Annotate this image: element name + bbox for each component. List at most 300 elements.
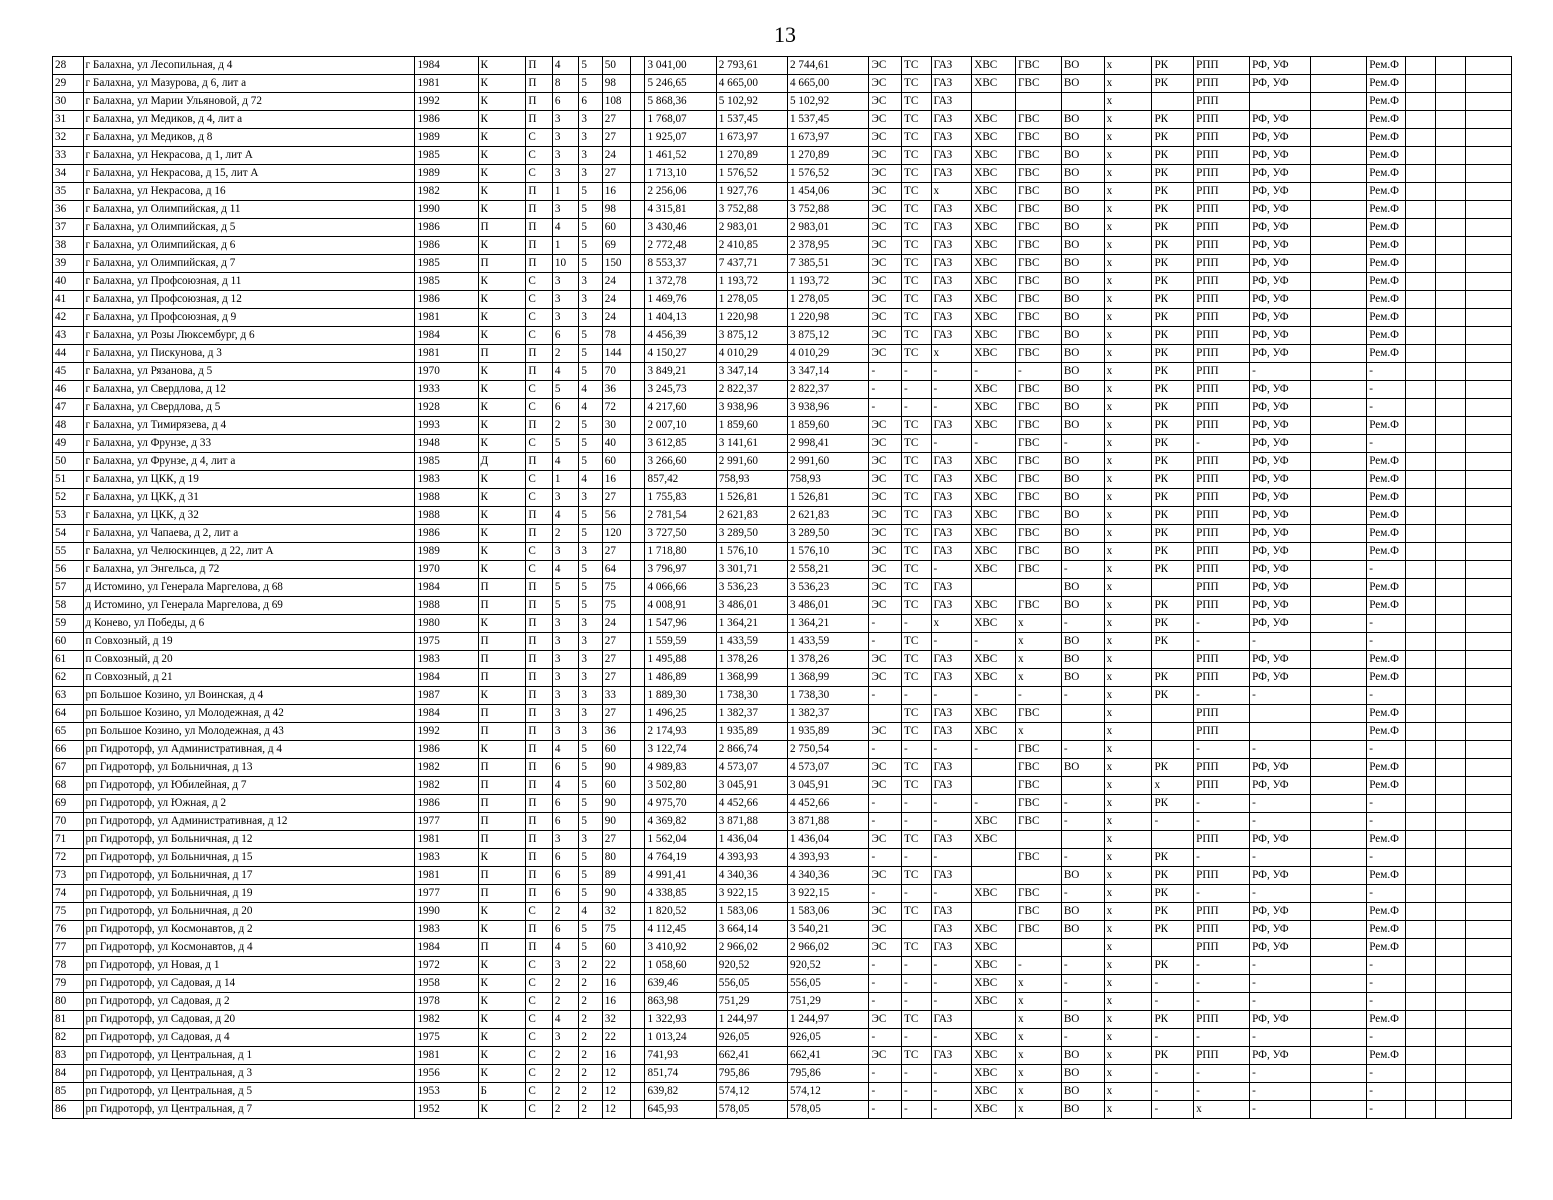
cell-utility-cold-water [972, 1011, 1016, 1029]
cell-blank-5 [1465, 381, 1511, 399]
cell-utility-cold-water: ХВС [972, 993, 1016, 1011]
cell-wall-material: К [478, 93, 526, 111]
cell-area-value: 1 583,06 [788, 903, 869, 921]
cell-mark-rem-f: Рем.Ф [1367, 237, 1406, 255]
cell-utility-heat: ТС [902, 1011, 932, 1029]
cell-blank [631, 705, 645, 723]
cell-mark-x: х [1104, 75, 1152, 93]
cell-row-number: 56 [53, 561, 84, 579]
cell-blank-4 [1436, 309, 1466, 327]
cell-category: П [526, 75, 552, 93]
cell-utility-hot-water [1016, 867, 1062, 885]
cell-blank-5 [1465, 291, 1511, 309]
cell-utility-hot-water: ГВС [1016, 273, 1062, 291]
cell-mark-rk: РК [1152, 1047, 1194, 1065]
table-row [53, 669, 1512, 687]
cell-wall-material: К [478, 1047, 526, 1065]
cell-area-value: 2 378,95 [788, 237, 869, 255]
cell-address: п Совхозный, д 19 [83, 633, 415, 651]
cell-blank-5 [1465, 489, 1511, 507]
cell-mark-rem-f: Рем.Ф [1367, 903, 1406, 921]
cell-mark-rk [1152, 723, 1194, 741]
cell-mark-rf-uf: РФ, УФ [1250, 597, 1311, 615]
table-row [53, 741, 1512, 759]
cell-utility-sewer: ВО [1061, 75, 1104, 93]
cell-year-built: 1989 [415, 165, 478, 183]
table-row [53, 507, 1512, 525]
cell-mark-x: х [1104, 255, 1152, 273]
cell-living-area: 1 738,30 [716, 687, 787, 705]
cell-utility-gas: - [931, 795, 972, 813]
cell-address: рп Гидроторф, ул Южная, д 2 [83, 795, 415, 813]
cell-address: г Балахна, ул Некрасова, д 1, лит А [83, 147, 415, 165]
cell-mark-rem-f: Рем.Ф [1367, 489, 1406, 507]
cell-utility-gas: ГАЗ [931, 111, 972, 129]
cell-apartments: 27 [602, 651, 631, 669]
cell-total-area: 1 322,93 [645, 1011, 716, 1029]
cell-blank-5 [1465, 507, 1511, 525]
cell-mark-rem-f: - [1367, 1101, 1406, 1119]
cell-utility-heat: - [902, 381, 932, 399]
cell-blank-5 [1465, 615, 1511, 633]
cell-entrances: 3 [552, 1029, 578, 1047]
cell-apartments: 16 [602, 471, 631, 489]
cell-utility-sewer: ВО [1061, 597, 1104, 615]
cell-address: д Истомино, ул Генерала Маргелова, д 69 [83, 597, 415, 615]
cell-utility-electric: ЭС [869, 867, 902, 885]
cell-total-area: 645,93 [645, 1101, 716, 1119]
cell-mark-rf-uf: - [1250, 813, 1311, 831]
table-row [53, 363, 1512, 381]
cell-blank-5 [1465, 543, 1511, 561]
cell-area-value: 1 673,97 [788, 129, 869, 147]
cell-utility-gas: ГАЗ [931, 903, 972, 921]
cell-category: С [526, 561, 552, 579]
cell-blank-5 [1465, 93, 1511, 111]
cell-utility-sewer: ВО [1061, 255, 1104, 273]
cell-blank-3 [1405, 543, 1436, 561]
cell-entrances: 4 [552, 741, 578, 759]
cell-floors: 3 [579, 633, 602, 651]
cell-blank [631, 723, 645, 741]
cell-mark-x: х [1104, 561, 1152, 579]
cell-utility-electric: - [869, 741, 902, 759]
cell-blank [631, 777, 645, 795]
cell-category: С [526, 993, 552, 1011]
cell-blank-3 [1405, 183, 1436, 201]
table-row [53, 651, 1512, 669]
cell-utility-cold-water: ХВС [972, 705, 1016, 723]
cell-blank-4 [1436, 615, 1466, 633]
cell-utility-hot-water: ГВС [1016, 111, 1062, 129]
cell-utility-electric: ЭС [869, 201, 902, 219]
cell-mark-rf-uf: РФ, УФ [1250, 921, 1311, 939]
cell-utility-hot-water: - [1016, 957, 1062, 975]
cell-mark-rf-uf: РФ, УФ [1250, 129, 1311, 147]
cell-floors: 3 [579, 489, 602, 507]
cell-floors: 5 [579, 849, 602, 867]
cell-blank [631, 309, 645, 327]
cell-blank-3 [1405, 381, 1436, 399]
cell-blank-4 [1436, 741, 1466, 759]
cell-mark-x: х [1104, 417, 1152, 435]
cell-utility-electric: - [869, 795, 902, 813]
cell-mark-rpp: - [1194, 633, 1250, 651]
cell-utility-heat: ТС [902, 309, 932, 327]
cell-year-built: 1992 [415, 723, 478, 741]
cell-mark-rpp: РПП [1194, 507, 1250, 525]
cell-blank-2 [1311, 453, 1367, 471]
cell-utility-gas: ГАЗ [931, 507, 972, 525]
cell-apartments: 12 [602, 1083, 631, 1101]
cell-mark-rf-uf: РФ, УФ [1250, 453, 1311, 471]
cell-year-built: 1993 [415, 417, 478, 435]
cell-utility-hot-water: х [1016, 651, 1062, 669]
cell-row-number: 73 [53, 867, 84, 885]
cell-blank-2 [1311, 1065, 1367, 1083]
cell-wall-material: К [478, 1029, 526, 1047]
cell-mark-rk: РК [1152, 363, 1194, 381]
cell-total-area: 3 122,74 [645, 741, 716, 759]
cell-blank-4 [1436, 75, 1466, 93]
cell-entrances: 3 [552, 723, 578, 741]
cell-living-area: 3 938,96 [716, 399, 787, 417]
cell-mark-rf-uf: РФ, УФ [1250, 147, 1311, 165]
cell-utility-heat: ТС [902, 93, 932, 111]
cell-blank-3 [1405, 489, 1436, 507]
cell-address: г Балахна, ул Олимпийская, д 5 [83, 219, 415, 237]
cell-total-area: 1 058,60 [645, 957, 716, 975]
cell-blank-2 [1311, 255, 1367, 273]
cell-row-number: 54 [53, 525, 84, 543]
cell-utility-sewer: ВО [1061, 1065, 1104, 1083]
cell-utility-sewer: ВО [1061, 507, 1104, 525]
cell-address: рп Гидроторф, ул Больничная, д 13 [83, 759, 415, 777]
table-row [53, 93, 1512, 111]
cell-blank-3 [1405, 993, 1436, 1011]
cell-mark-rk [1152, 579, 1194, 597]
cell-address: рп Гидроторф, ул Садовая, д 14 [83, 975, 415, 993]
cell-address: г Балахна, ул ЦКК, д 32 [83, 507, 415, 525]
cell-mark-x: х [1104, 273, 1152, 291]
cell-floors: 5 [579, 57, 602, 75]
cell-utility-electric: - [869, 1101, 902, 1119]
cell-mark-rk: РК [1152, 489, 1194, 507]
cell-utility-heat: ТС [902, 291, 932, 309]
cell-wall-material: П [478, 219, 526, 237]
cell-area-value: 1 368,99 [788, 669, 869, 687]
cell-year-built: 1985 [415, 453, 478, 471]
cell-mark-rem-f: Рем.Ф [1367, 165, 1406, 183]
cell-area-value: 758,93 [788, 471, 869, 489]
cell-blank [631, 741, 645, 759]
cell-mark-rk: РК [1152, 201, 1194, 219]
cell-utility-cold-water: ХВС [972, 201, 1016, 219]
cell-category: С [526, 399, 552, 417]
cell-address: г Балахна, ул Свердлова, д 12 [83, 381, 415, 399]
cell-utility-gas: - [931, 633, 972, 651]
cell-area-value: 1 244,97 [788, 1011, 869, 1029]
cell-floors: 5 [579, 417, 602, 435]
cell-living-area: 1 859,60 [716, 417, 787, 435]
table-row [53, 975, 1512, 993]
cell-entrances: 4 [552, 219, 578, 237]
cell-apartments: 24 [602, 309, 631, 327]
cell-mark-rpp: РПП [1194, 777, 1250, 795]
cell-utility-cold-water [972, 93, 1016, 111]
cell-address: рп Гидроторф, ул Космонавтов, д 2 [83, 921, 415, 939]
cell-utility-hot-water: ГВС [1016, 453, 1062, 471]
cell-area-value: 2 822,37 [788, 381, 869, 399]
cell-wall-material: К [478, 1011, 526, 1029]
cell-utility-heat: ТС [902, 417, 932, 435]
cell-category: С [526, 273, 552, 291]
cell-row-number: 53 [53, 507, 84, 525]
cell-category: С [526, 471, 552, 489]
cell-year-built: 1984 [415, 579, 478, 597]
cell-total-area: 4 315,81 [645, 201, 716, 219]
cell-blank-5 [1465, 813, 1511, 831]
cell-total-area: 3 430,46 [645, 219, 716, 237]
cell-wall-material: К [478, 273, 526, 291]
cell-area-value: 751,29 [788, 993, 869, 1011]
cell-blank-3 [1405, 597, 1436, 615]
cell-floors: 2 [579, 1011, 602, 1029]
cell-utility-cold-water: ХВС [972, 471, 1016, 489]
cell-utility-cold-water: ХВС [972, 255, 1016, 273]
cell-utility-sewer: - [1061, 849, 1104, 867]
cell-mark-rpp: РПП [1194, 705, 1250, 723]
cell-row-number: 28 [53, 57, 84, 75]
cell-utility-heat: ТС [902, 651, 932, 669]
table-row [53, 1101, 1512, 1119]
cell-utility-hot-water: ГВС [1016, 777, 1062, 795]
cell-blank-3 [1405, 237, 1436, 255]
cell-utility-cold-water: ХВС [972, 453, 1016, 471]
cell-utility-cold-water [972, 849, 1016, 867]
cell-blank-2 [1311, 75, 1367, 93]
cell-year-built: 1928 [415, 399, 478, 417]
cell-category: П [526, 723, 552, 741]
cell-blank [631, 471, 645, 489]
cell-mark-rem-f: Рем.Ф [1367, 669, 1406, 687]
cell-mark-rem-f: - [1367, 741, 1406, 759]
table-row [53, 147, 1512, 165]
cell-area-value: 3 540,21 [788, 921, 869, 939]
cell-mark-rem-f: Рем.Ф [1367, 93, 1406, 111]
cell-blank [631, 165, 645, 183]
cell-blank-5 [1465, 741, 1511, 759]
cell-utility-cold-water: ХВС [972, 75, 1016, 93]
cell-entrances: 3 [552, 147, 578, 165]
cell-mark-rpp: РПП [1194, 183, 1250, 201]
cell-mark-x: х [1104, 147, 1152, 165]
cell-mark-x: х [1104, 903, 1152, 921]
cell-category: П [526, 507, 552, 525]
cell-mark-rem-f: - [1367, 795, 1406, 813]
cell-row-number: 83 [53, 1047, 84, 1065]
cell-apartments: 150 [602, 255, 631, 273]
cell-mark-rpp: РПП [1194, 543, 1250, 561]
cell-floors: 3 [579, 651, 602, 669]
cell-blank-3 [1405, 345, 1436, 363]
cell-apartments: 27 [602, 489, 631, 507]
cell-floors: 5 [579, 507, 602, 525]
cell-mark-rk [1152, 651, 1194, 669]
cell-utility-sewer: - [1061, 435, 1104, 453]
cell-apartments: 30 [602, 417, 631, 435]
cell-blank-5 [1465, 363, 1511, 381]
cell-utility-hot-water: ГВС [1016, 237, 1062, 255]
cell-blank-4 [1436, 561, 1466, 579]
cell-mark-x: х [1104, 183, 1152, 201]
cell-mark-rf-uf: - [1250, 363, 1311, 381]
cell-mark-rpp: РПП [1194, 759, 1250, 777]
cell-mark-rem-f: - [1367, 957, 1406, 975]
housing-registry-table [52, 56, 1512, 1119]
cell-mark-rk: - [1152, 1083, 1194, 1101]
cell-utility-hot-water: - [1016, 687, 1062, 705]
cell-blank [631, 1047, 645, 1065]
cell-blank-3 [1405, 1083, 1436, 1101]
cell-mark-rk: РК [1152, 291, 1194, 309]
cell-blank-3 [1405, 273, 1436, 291]
cell-total-area: 8 553,37 [645, 255, 716, 273]
cell-blank-4 [1436, 255, 1466, 273]
cell-mark-rpp: - [1194, 435, 1250, 453]
cell-blank-5 [1465, 399, 1511, 417]
cell-floors: 5 [579, 795, 602, 813]
cell-utility-gas: ГАЗ [931, 57, 972, 75]
cell-year-built: 1984 [415, 939, 478, 957]
cell-mark-rpp: РПП [1194, 255, 1250, 273]
cell-mark-rem-f: - [1367, 1029, 1406, 1047]
cell-mark-rem-f: - [1367, 435, 1406, 453]
cell-floors: 3 [579, 831, 602, 849]
cell-blank [631, 615, 645, 633]
cell-floors: 4 [579, 381, 602, 399]
cell-apartments: 36 [602, 723, 631, 741]
cell-mark-rem-f: - [1367, 561, 1406, 579]
cell-blank [631, 453, 645, 471]
cell-entrances: 4 [552, 939, 578, 957]
cell-mark-x: х [1104, 723, 1152, 741]
cell-utility-cold-water: ХВС [972, 1065, 1016, 1083]
table-row [53, 255, 1512, 273]
cell-utility-sewer [1061, 705, 1104, 723]
cell-mark-rpp: РПП [1194, 273, 1250, 291]
cell-total-area: 4 217,60 [645, 399, 716, 417]
cell-mark-rpp: - [1194, 1065, 1250, 1083]
cell-mark-rpp: РПП [1194, 399, 1250, 417]
cell-entrances: 6 [552, 867, 578, 885]
cell-category: П [526, 669, 552, 687]
cell-total-area: 1 889,30 [645, 687, 716, 705]
cell-row-number: 36 [53, 201, 84, 219]
cell-year-built: 1986 [415, 525, 478, 543]
cell-blank-4 [1436, 867, 1466, 885]
cell-living-area: 2 793,61 [716, 57, 787, 75]
cell-floors: 5 [579, 597, 602, 615]
cell-living-area: 2 410,85 [716, 237, 787, 255]
cell-entrances: 2 [552, 903, 578, 921]
cell-blank-5 [1465, 75, 1511, 93]
cell-mark-x: х [1104, 471, 1152, 489]
cell-area-value: 1 270,89 [788, 147, 869, 165]
cell-utility-hot-water: ГВС [1016, 435, 1062, 453]
cell-utility-electric: - [869, 1065, 902, 1083]
cell-entrances: 6 [552, 813, 578, 831]
table-row [53, 111, 1512, 129]
cell-apartments: 27 [602, 111, 631, 129]
cell-row-number: 79 [53, 975, 84, 993]
cell-blank-3 [1405, 921, 1436, 939]
cell-row-number: 34 [53, 165, 84, 183]
cell-category: П [526, 741, 552, 759]
cell-floors: 2 [579, 993, 602, 1011]
cell-category: С [526, 1101, 552, 1119]
table-row [53, 381, 1512, 399]
cell-area-value: 3 922,15 [788, 885, 869, 903]
cell-total-area: 2 256,06 [645, 183, 716, 201]
cell-mark-rem-f: Рем.Ф [1367, 147, 1406, 165]
cell-utility-gas: - [931, 1101, 972, 1119]
cell-category: С [526, 975, 552, 993]
cell-blank [631, 255, 645, 273]
cell-wall-material: К [478, 111, 526, 129]
cell-utility-gas: ГАЗ [931, 309, 972, 327]
table-row [53, 795, 1512, 813]
cell-utility-electric: ЭС [869, 183, 902, 201]
cell-living-area: 4 452,66 [716, 795, 787, 813]
cell-living-area: 1 436,04 [716, 831, 787, 849]
cell-floors: 5 [579, 777, 602, 795]
cell-total-area: 4 764,19 [645, 849, 716, 867]
cell-entrances: 4 [552, 507, 578, 525]
cell-living-area: 574,12 [716, 1083, 787, 1101]
cell-blank-3 [1405, 615, 1436, 633]
cell-utility-sewer: - [1061, 975, 1104, 993]
cell-floors: 5 [579, 921, 602, 939]
cell-wall-material: П [478, 813, 526, 831]
cell-utility-hot-water: ГВС [1016, 921, 1062, 939]
cell-total-area: 1 713,10 [645, 165, 716, 183]
cell-area-value: 556,05 [788, 975, 869, 993]
cell-blank-5 [1465, 921, 1511, 939]
cell-total-area: 1 559,59 [645, 633, 716, 651]
cell-utility-electric: ЭС [869, 57, 902, 75]
cell-mark-rpp: РПП [1194, 147, 1250, 165]
cell-utility-sewer: - [1061, 957, 1104, 975]
cell-entrances: 4 [552, 363, 578, 381]
cell-utility-hot-water: ГВС [1016, 759, 1062, 777]
cell-utility-sewer: ВО [1061, 921, 1104, 939]
cell-utility-heat: - [902, 741, 932, 759]
cell-mark-rf-uf: - [1250, 993, 1311, 1011]
cell-mark-rpp: РПП [1194, 57, 1250, 75]
cell-utility-cold-water: ХВС [972, 309, 1016, 327]
cell-blank-2 [1311, 237, 1367, 255]
cell-address: г Балахна, ул Пискунова, д 3 [83, 345, 415, 363]
cell-total-area: 1 496,25 [645, 705, 716, 723]
cell-utility-sewer: ВО [1061, 147, 1104, 165]
cell-living-area: 3 141,61 [716, 435, 787, 453]
cell-total-area: 4 369,82 [645, 813, 716, 831]
cell-floors: 5 [579, 237, 602, 255]
cell-blank-2 [1311, 147, 1367, 165]
cell-apartments: 108 [602, 93, 631, 111]
cell-entrances: 3 [552, 111, 578, 129]
